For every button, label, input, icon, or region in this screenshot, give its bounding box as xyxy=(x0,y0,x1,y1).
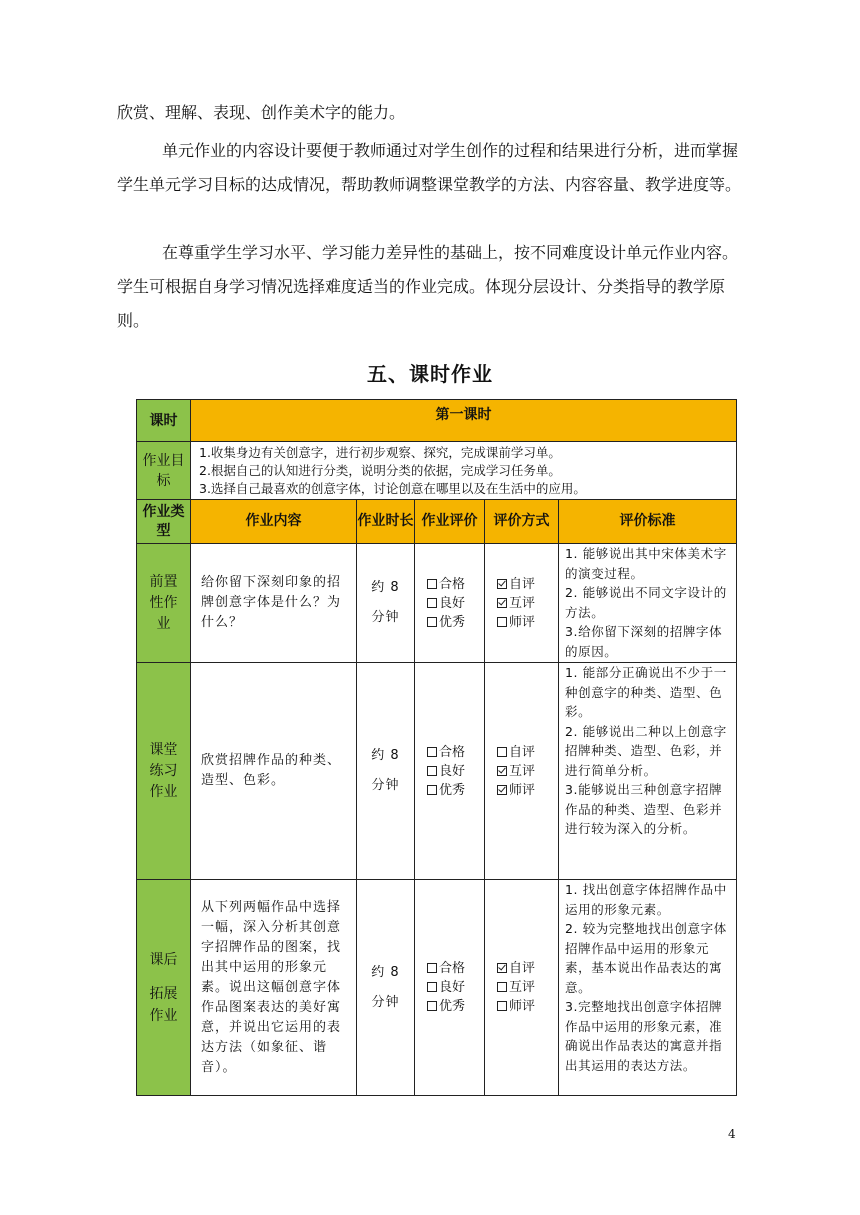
goal-item: 2.根据自己的认知进行分类，说明分类的依据，完成学习任务单。 xyxy=(199,462,561,478)
table-row xyxy=(137,880,737,1096)
checkbox-icon[interactable] xyxy=(427,766,437,776)
lesson-label: 课时 xyxy=(137,400,191,442)
criteria-item: 2. 能够说出二种以上创意字招牌种类、造型、色彩，并进行简单分析。 xyxy=(565,723,727,778)
criteria-item: 2. 较为完整地找出创意字体招牌作品中运用的形象元素，基本说出作品表达的寓意。 xyxy=(565,921,727,995)
checkbox-icon[interactable] xyxy=(427,747,437,757)
criteria-item: 1. 找出创意字体招牌作品中运用的形象元素。 xyxy=(565,882,727,917)
checkbox-icon[interactable] xyxy=(497,982,507,992)
table-row xyxy=(137,663,737,880)
grade-checkboxes xyxy=(415,663,485,880)
method-option[interactable]: 师评 xyxy=(497,781,558,800)
header-type: 作业类型 xyxy=(137,500,191,544)
section-title: 五、课时作业 xyxy=(367,362,493,386)
checkbox-icon[interactable] xyxy=(427,982,437,992)
goal-row xyxy=(137,442,737,500)
grade-option[interactable]: 良好 xyxy=(427,978,484,997)
criteria-item: 1. 能够说出其中宋体美术字的演变过程。 xyxy=(565,546,727,581)
row-type: 前置性作业 xyxy=(137,544,191,663)
goal-label: 作业目标 xyxy=(137,442,191,500)
row-content: 欣赏招牌作品的种类、造型、色彩。 xyxy=(191,663,357,880)
method-option[interactable]: 互评 xyxy=(497,594,558,613)
row-criteria xyxy=(559,544,737,663)
grade-option[interactable]: 良好 xyxy=(427,594,484,613)
checkbox-icon[interactable] xyxy=(427,1001,437,1011)
method-option[interactable]: 自评 xyxy=(497,575,558,594)
lesson-row xyxy=(137,400,737,442)
checked-box-icon[interactable] xyxy=(497,766,507,776)
criteria-item: 3.给你留下深刻的招牌字体的原因。 xyxy=(565,624,723,659)
homework-table xyxy=(136,399,737,1096)
duration-unit: 分钟 xyxy=(371,610,400,625)
checkbox-icon[interactable] xyxy=(427,598,437,608)
duration-value: 约 8 xyxy=(371,964,400,980)
header-evaluation: 作业评价 xyxy=(415,500,485,544)
intro-line: 欣赏、理解、表现、创作美术字的能力。 xyxy=(117,103,406,122)
checked-box-icon[interactable] xyxy=(497,579,507,589)
grade-option[interactable]: 优秀 xyxy=(427,781,484,800)
method-option[interactable]: 自评 xyxy=(497,743,558,762)
row-type: 课堂练习作业 xyxy=(137,663,191,880)
criteria-item: 2. 能够说出不同文字设计的方法。 xyxy=(565,585,727,620)
checkbox-icon[interactable] xyxy=(427,579,437,589)
method-option[interactable]: 互评 xyxy=(497,978,558,997)
duration-value: 约 8 xyxy=(371,748,400,763)
row-duration xyxy=(357,663,415,880)
intro-paragraph-2: 单元作业的内容设计要便于教师通过对学生创作的过程和结果进行分析，进而掌握学生单元学习目标的达成情况，帮助教师调整课堂教学的方法、内容容量、教学进度等。 xyxy=(117,141,742,194)
method-option[interactable]: 师评 xyxy=(497,997,558,1016)
grade-option[interactable]: 合格 xyxy=(427,743,484,762)
method-checkboxes xyxy=(485,544,559,663)
grade-option[interactable]: 优秀 xyxy=(427,613,484,632)
row-type xyxy=(137,880,191,1096)
checkbox-icon[interactable] xyxy=(427,617,437,627)
checked-box-icon[interactable] xyxy=(497,963,507,973)
checkbox-icon[interactable] xyxy=(497,1001,507,1011)
row-content: 给你留下深刻印象的招牌创意字体是什么？为什么？ xyxy=(191,544,357,663)
row-type-line: 课后 xyxy=(149,951,178,968)
duration-unit: 分钟 xyxy=(371,994,400,1010)
checkbox-icon[interactable] xyxy=(427,963,437,973)
method-option[interactable]: 自评 xyxy=(497,959,558,978)
row-type-line: 拓展作业 xyxy=(149,985,178,1024)
header-content: 作业内容 xyxy=(191,500,357,544)
grade-option[interactable]: 良好 xyxy=(427,762,484,781)
row-criteria xyxy=(559,880,737,1096)
row-duration xyxy=(357,880,415,1096)
grade-option[interactable]: 合格 xyxy=(427,959,484,978)
grade-option[interactable]: 优秀 xyxy=(427,997,484,1016)
row-criteria xyxy=(559,663,737,880)
method-option[interactable]: 互评 xyxy=(497,762,558,781)
duration-unit: 分钟 xyxy=(371,778,400,793)
goal-item: 1.收集身边有关创意字，进行初步观察、探究，完成课前学习单。 xyxy=(199,444,561,460)
checkbox-icon[interactable] xyxy=(427,785,437,795)
row-duration xyxy=(357,544,415,663)
criteria-item: 3.完整地找出创意字体招牌作品中运用的形象元素，准确说出作品表达的寓意并指出其运用的表达方法。 xyxy=(565,999,723,1073)
header-duration: 作业时长 xyxy=(357,500,415,544)
header-standard: 评价标准 xyxy=(559,500,737,544)
grade-checkboxes xyxy=(415,544,485,663)
criteria-item: 1. 能部分正确说出不少于一种创意字的种类、造型、色彩。 xyxy=(565,665,727,719)
page-number: 4 xyxy=(728,1127,736,1141)
duration-value: 约 8 xyxy=(371,580,400,595)
criteria-item: 3.能够说出三种创意字招牌作品的种类、造型、色彩并进行较为深入的分析。 xyxy=(565,782,723,836)
goal-list xyxy=(191,442,737,500)
lesson-value: 第一课时 xyxy=(191,400,737,442)
header-row xyxy=(137,500,737,544)
checkbox-icon[interactable] xyxy=(497,617,507,627)
goal-item: 3.选择自己最喜欢的创意字体，讨论创意在哪里以及在生活中的应用。 xyxy=(199,480,586,496)
table-row xyxy=(137,544,737,663)
checked-box-icon[interactable] xyxy=(497,785,507,795)
header-method: 评价方式 xyxy=(485,500,559,544)
method-option[interactable]: 师评 xyxy=(497,613,558,632)
method-checkboxes xyxy=(485,663,559,880)
checkbox-icon[interactable] xyxy=(497,747,507,757)
grade-checkboxes xyxy=(415,880,485,1096)
checked-box-icon[interactable] xyxy=(497,598,507,608)
intro-paragraph-3: 在尊重学生学习水平、学习能力差异性的基础上，按不同难度设计单元作业内容。学生可根据自身学习情况选择难度适当的作业完成。体现分层设计、分类指导的教学原则。 xyxy=(117,243,739,330)
method-checkboxes xyxy=(485,880,559,1096)
row-content: 从下列两幅作品中选择一幅，深入分析其创意字招牌作品的图案，找出其中运用的形象元素。说出这幅创意字体作品图案表达的美好寓意，并说出它运用的表达方法（如象征、谐音）。 xyxy=(191,880,357,1096)
grade-option[interactable]: 合格 xyxy=(427,575,484,594)
